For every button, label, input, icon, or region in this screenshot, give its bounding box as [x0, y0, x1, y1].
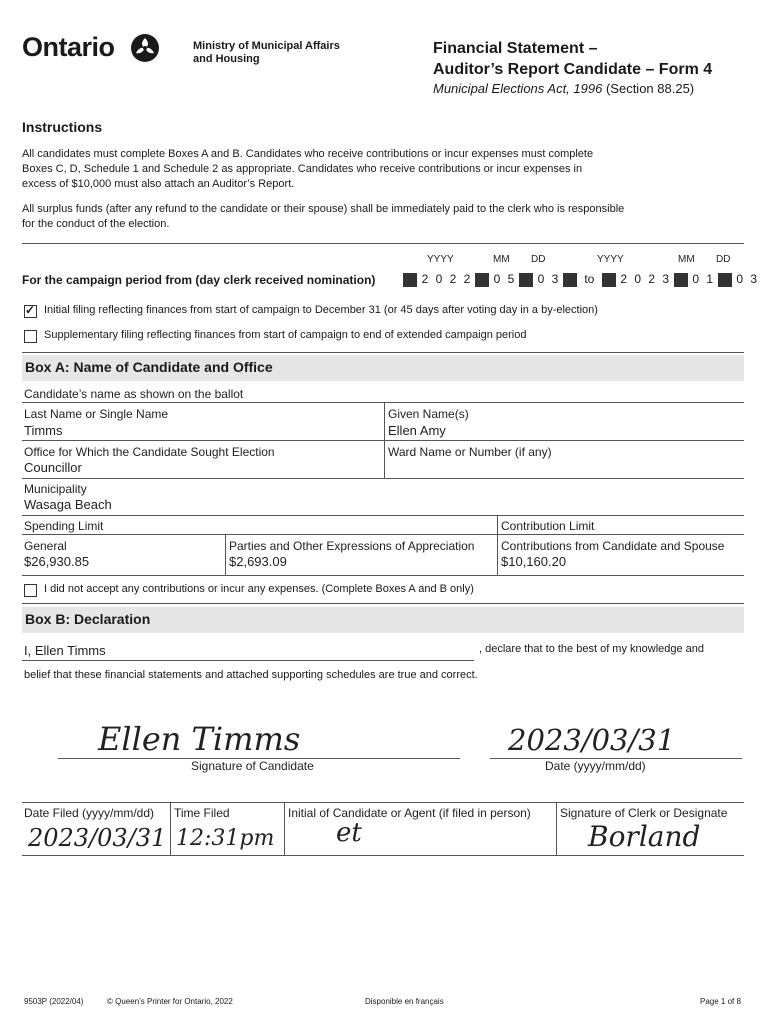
supplementary-filing-checkbox[interactable] [24, 330, 37, 343]
date-filed-label: Date Filed (yyyy/mm/dd) [24, 806, 155, 820]
office-value: Councillor [24, 460, 82, 475]
candidate-signature: Ellen Timms [98, 720, 301, 758]
form-title-line1: Financial Statement – [433, 40, 598, 57]
act-name: Municipal Elections Act, 1996 [433, 81, 603, 96]
municipality-label: Municipality [24, 482, 87, 496]
yyyy-header-from: YYYY [427, 254, 454, 265]
given-name-label: Given Name(s) [388, 407, 469, 421]
contribution-limit-label: Contribution Limit [501, 519, 595, 533]
digit: 3 [551, 272, 559, 286]
instr-line: Boxes C, D, Schedule 1 and Schedule 2 as appropriate. Candidates who receive contributions or incur expenses in [22, 163, 583, 175]
to-label: to [584, 272, 595, 286]
ontario-wordmark: Ontario [22, 32, 115, 62]
parties-value: $2,693.09 [229, 554, 287, 569]
digit: 2 [620, 272, 628, 286]
digit: 2 [463, 272, 471, 286]
digit: 2 [449, 272, 457, 286]
mm-header-from: MM [493, 254, 510, 265]
box-b-title: Box B: Declaration [25, 611, 151, 627]
clerk-signature-value: Borland [588, 820, 701, 853]
municipality-value: Wasaga Beach [24, 497, 112, 512]
trillium-icon [130, 33, 160, 63]
instr-line: All candidates must complete Boxes A and B. Candidates who receive contributions or incur expenses must complete [22, 148, 594, 160]
parties-label: Parties and Other Expressions of Appreciation [229, 539, 475, 553]
contrib-value: $10,160.20 [501, 554, 567, 569]
last-name-label: Last Name or Single Name [24, 407, 169, 421]
act-reference [433, 81, 694, 96]
initial-label: Initial of Candidate or Agent (if filed in person) [288, 806, 531, 820]
box-a-title: Box A: Name of Candidate and Office [25, 359, 273, 375]
form-number: 9503P (2022/04) [24, 997, 84, 1006]
french-notice: Disponible en français [365, 997, 444, 1006]
contrib-sub-label: Contributions from Candidate and Spouse [501, 539, 725, 553]
given-name-value: Ellen Amy [388, 423, 446, 438]
digit: 0 [493, 272, 501, 286]
date-label: Date (yyyy/mm/dd) [545, 759, 646, 773]
general-value: $26,930.85 [24, 554, 90, 569]
digit: 5 [507, 272, 515, 286]
declaration-date: 2023/03/31 [508, 723, 676, 757]
declarant-name: I, Ellen Timms [24, 643, 106, 658]
time-filed-label: Time Filed [174, 806, 230, 820]
no-contributions-checkbox[interactable] [24, 584, 37, 597]
ministry-line2: and Housing [193, 53, 260, 65]
initial-filing-label: Initial filing reflecting finances from start of campaign to December 31 (or 45 days after voting day in a by-election) [44, 304, 598, 316]
last-name-value: Timms [24, 423, 63, 438]
digit: 3 [662, 272, 670, 286]
instructions-para1 [22, 147, 752, 192]
instructions-title: Instructions [22, 119, 103, 135]
digit: 2 [648, 272, 656, 286]
box-a-header [22, 355, 744, 381]
digit: 0 [435, 272, 443, 286]
declaration-text-2: belief that these financial statements and attached supporting schedules are true and correct. [24, 669, 478, 681]
signature-label: Signature of Candidate [191, 759, 314, 773]
instr-line: for the conduct of the election. [22, 218, 170, 230]
ministry-name [193, 40, 340, 66]
dd-header-to: DD [716, 254, 731, 265]
form-title [433, 38, 712, 80]
digit: 1 [706, 272, 714, 286]
time-filed-value: 12:31pm [176, 826, 275, 851]
act-section: (Section 88.25) [605, 81, 695, 96]
digit: 0 [634, 272, 642, 286]
digit: 0 [736, 272, 744, 286]
supplementary-filing-label: Supplementary filing reflecting finances from start of campaign to end of extended campaign period [44, 329, 527, 341]
office-label: Office for Which the Candidate Sought Election [24, 445, 275, 459]
digit: 0 [537, 272, 545, 286]
box-b-header [22, 607, 744, 633]
clerk-signature-label: Signature of Clerk or Designate [560, 806, 728, 820]
mm-header-to: MM [678, 254, 695, 265]
initial-value: et [336, 818, 362, 848]
ballot-name-label: Candidate’s name as shown on the ballot [24, 387, 244, 401]
date-filed-value: 2023/03/31 [28, 824, 167, 852]
campaign-period-dates [402, 272, 761, 287]
instructions-para2 [22, 202, 752, 232]
digit: 0 [692, 272, 700, 286]
copyright: © Queen’s Printer for Ontario, 2022 [107, 997, 233, 1006]
ministry-line1: Ministry of Municipal Affairs [193, 40, 340, 52]
general-label: General [24, 539, 67, 553]
instr-line: excess of $10,000 must also attach an Auditor’s Report. [22, 178, 295, 190]
page-number: Page 1 of 8 [700, 997, 741, 1006]
campaign-period-label: For the campaign period from (day clerk received nomination) [22, 273, 376, 287]
ontario-logo [22, 32, 115, 63]
digit: 3 [750, 272, 758, 286]
spending-limit-label: Spending Limit [24, 519, 104, 533]
initial-filing-checkbox[interactable] [24, 305, 37, 318]
instr-line: All surplus funds (after any refund to the candidate or their spouse) shall be immediately paid to the clerk who is responsible [22, 203, 625, 215]
yyyy-header-to: YYYY [597, 254, 624, 265]
digit: 2 [421, 272, 429, 286]
dd-header-from: DD [531, 254, 546, 265]
no-contributions-label: I did not accept any contributions or incur any expenses. (Complete Boxes A and B only) [44, 583, 474, 595]
form-title-line2: Auditor’s Report Candidate – Form 4 [433, 61, 713, 78]
ward-label: Ward Name or Number (if any) [388, 445, 552, 459]
declaration-text-1: , declare that to the best of my knowledge and [479, 643, 705, 655]
